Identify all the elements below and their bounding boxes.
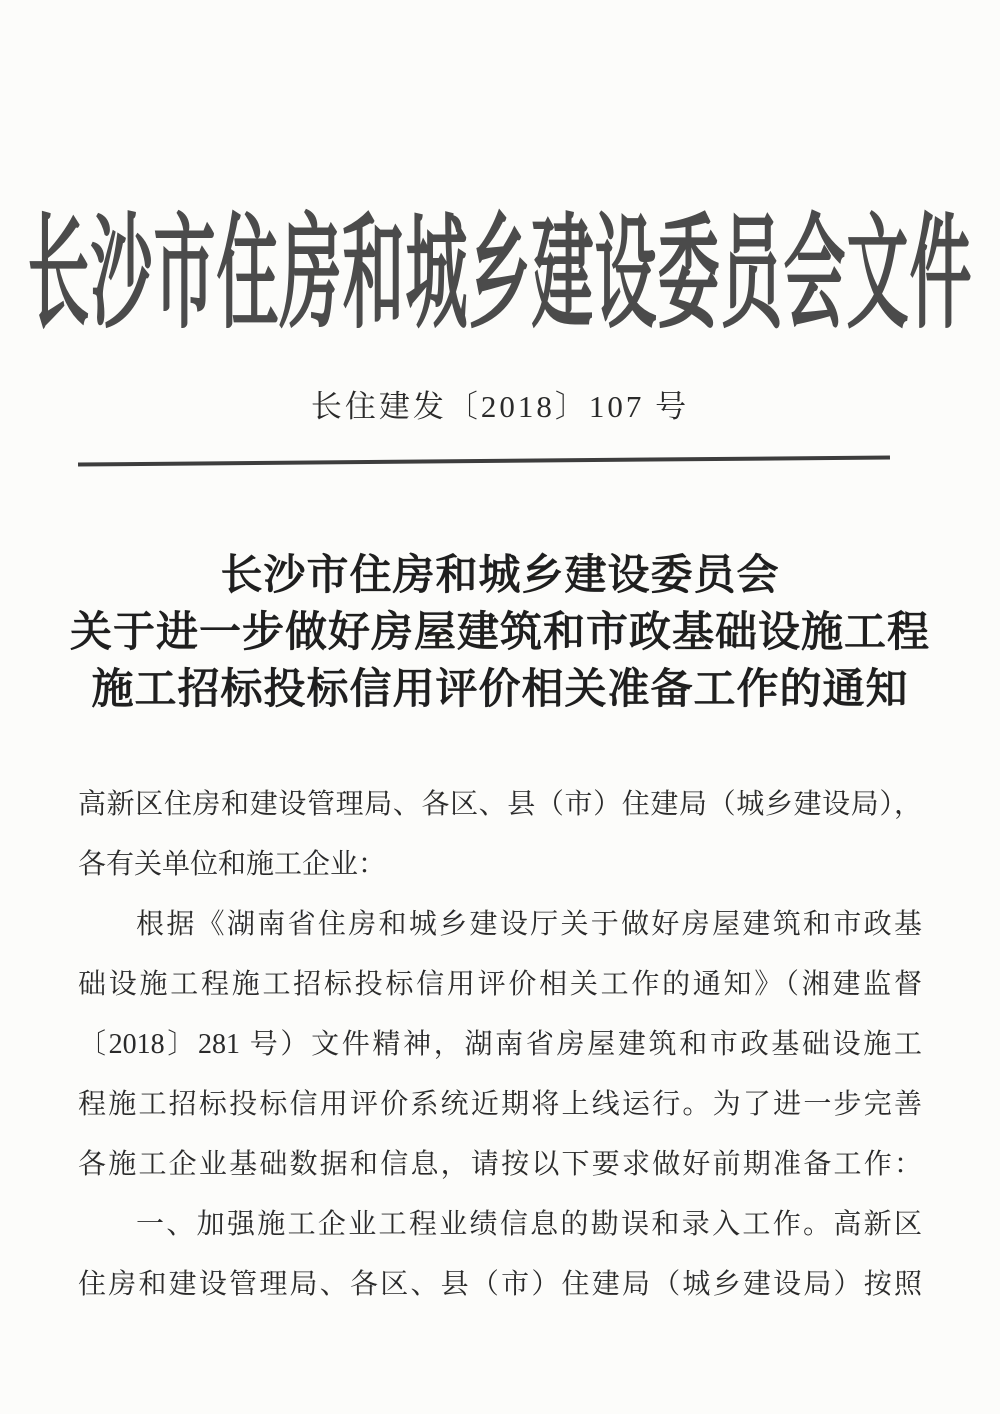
document-title [0,548,1000,719]
body-line-9: 住房和建设管理局、各区、县（市）住建局（城乡建设局）按照 [78,1269,922,1300]
body-line-5: 〔2018〕281 号）文件精神，湖南省房屋建筑和市政基础设施工 [78,1029,922,1060]
body-line-8: 一、加强施工企业工程业绩信息的勘误和录入工作。高新区 [136,1209,922,1240]
body-line-6: 程施工招标投标信用评价系统近期将上线运行。为了进一步完善 [78,1089,922,1120]
document-title-line-1: 长沙市住房和城乡建设委员会 [220,553,780,599]
document-body [78,775,922,1315]
document-title-line-2: 关于进一步做好房屋建筑和市政基础设施工程 [69,610,930,656]
letterhead-title: 长沙市住房和城乡建设委员会文件 [27,206,973,343]
header-divider-rule [78,455,890,466]
body-line-4: 础设施工程施工招标投标信用评价相关工作的通知》（湘建监督 [78,969,922,1000]
salutation-line-2: 各有关单位和施工企业： [78,849,387,880]
document-title-line-3: 施工招标投标信用评价相关准备工作的通知 [91,667,909,713]
body-line-7: 各施工企业基础数据和信息，请按以下要求做好前期准备工作： [78,1149,922,1180]
doc-number: 长住建发〔2018〕107 号 [310,389,690,424]
salutation-line-1: 高新区住房和建设管理局、各区、县（市）住建局（城乡建设局）， [78,789,922,820]
body-line-3: 根据《湖南省住房和城乡建设厅关于做好房屋建筑和市政基 [136,909,922,940]
